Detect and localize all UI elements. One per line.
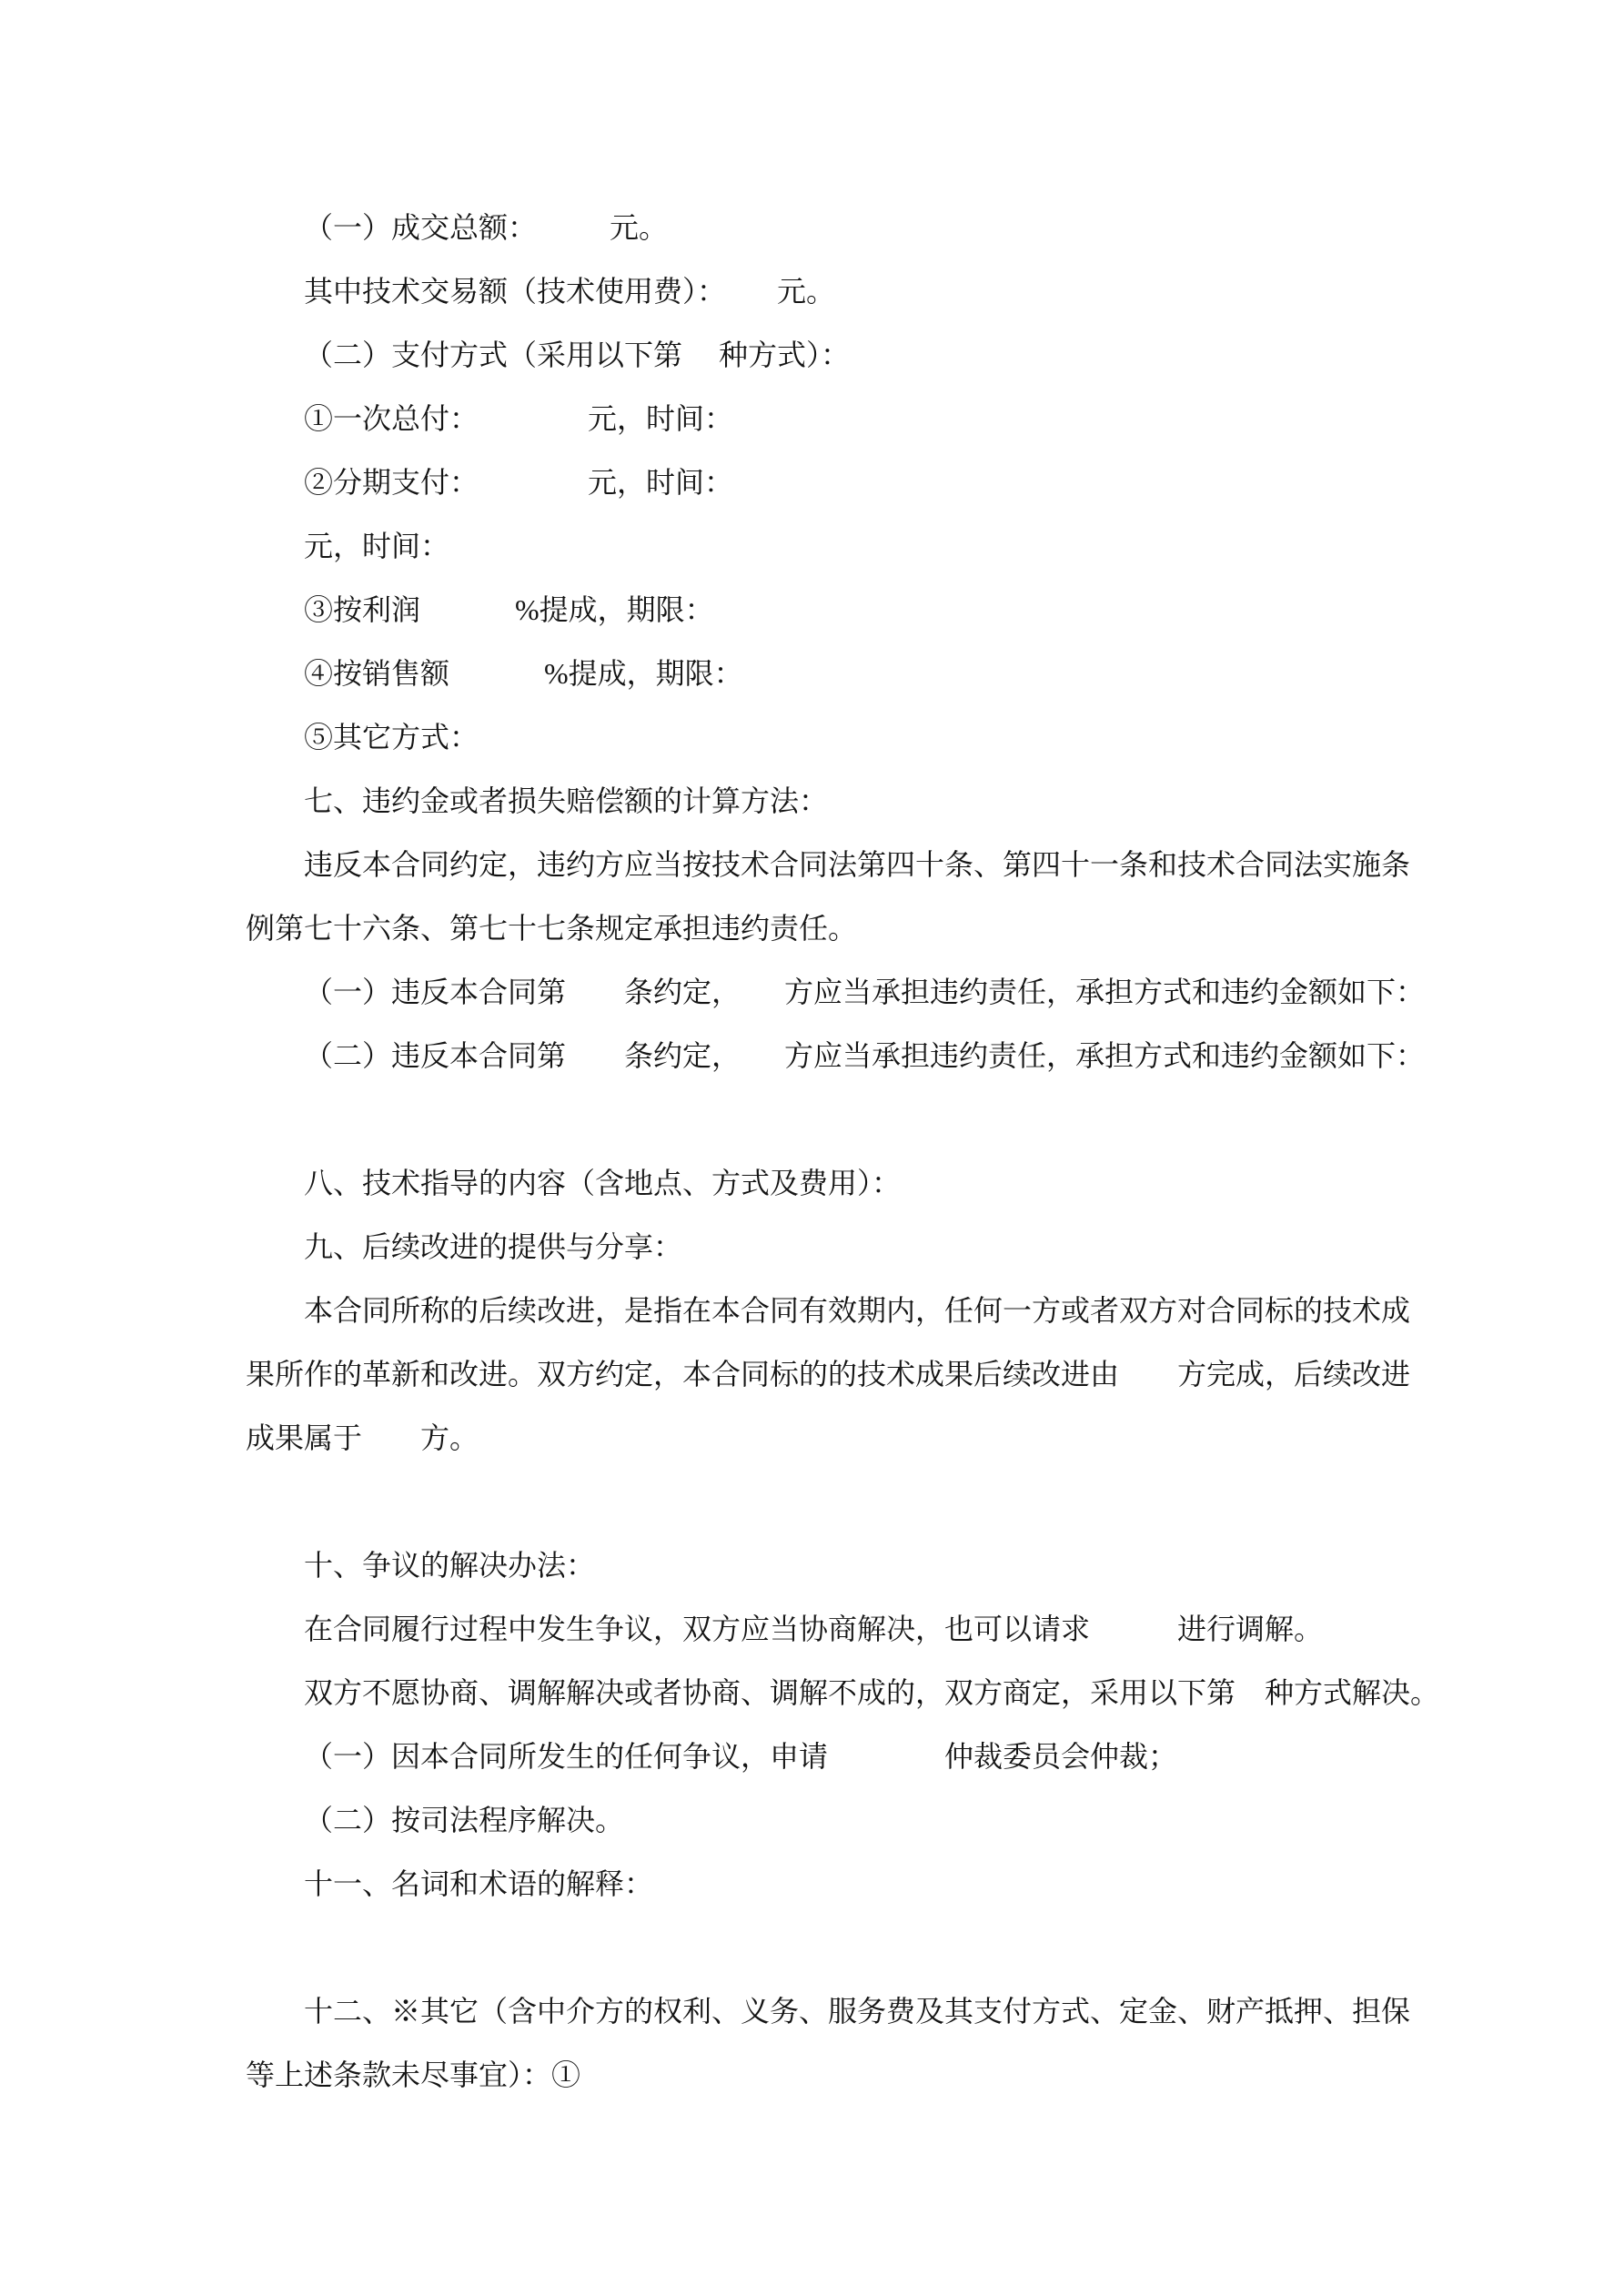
document-line: ②分期支付： 元，时间： xyxy=(304,466,734,499)
document-line: ③按利润 %提成，期限： xyxy=(304,593,714,626)
document-line: 十一、名词和术语的解释： xyxy=(304,1867,654,1900)
document-line: （二）支付方式（采用以下第 种方式）： xyxy=(304,339,851,371)
document-line: （一）成交总额： 元。 xyxy=(304,211,669,244)
document-line: 本合同所称的后续改进，是指在本合同有效期内，任何一方或者双方对合同标的技术成 xyxy=(304,1294,1411,1327)
blank-line xyxy=(246,1470,1383,1533)
document-line: （一）违反本合同第 条约定， 方应当承担违约责任，承担方式和违约金额如下： xyxy=(304,976,1426,1008)
blank-line xyxy=(246,1087,1383,1151)
document-body xyxy=(246,196,1440,2107)
blank-line xyxy=(246,1916,1383,1979)
document-line: 成果属于 方。 xyxy=(246,1421,479,1454)
document-line: 其中技术交易额（技术使用费）： 元。 xyxy=(304,275,836,308)
document-line: （一）因本合同所发生的任何争议，申请 仲裁委员会仲裁； xyxy=(304,1740,1178,1773)
document-line: ⑤其它方式： xyxy=(304,721,479,754)
document-line: 果所作的革新和改进。双方约定，本合同标的的技术成果后续改进由 方完成，后续改进 xyxy=(246,1358,1411,1391)
document-line: 双方不愿协商、调解解决或者协商、调解不成的，双方商定，采用以下第 种方式解决。 xyxy=(304,1676,1440,1709)
document-line: （二）按司法程序解决。 xyxy=(304,1804,625,1836)
document-line: 等上述条款未尽事宜）：① xyxy=(246,2058,581,2091)
document-line: 元，时间： xyxy=(304,530,450,562)
document-line: 八、技术指导的内容（含地点、方式及费用）： xyxy=(304,1167,902,1199)
document-line: ④按销售额 %提成，期限： xyxy=(304,657,743,690)
document-line: 十二、※其它（含中介方的权利、义务、服务费及其支付方式、定金、财产抵押、担保 xyxy=(304,1995,1411,2028)
document-line: 九、后续改进的提供与分享： xyxy=(304,1230,683,1263)
document-line: 在合同履行过程中发生争议，双方应当协商解决，也可以请求 进行调解。 xyxy=(304,1613,1324,1645)
document-line: 七、违约金或者损失赔偿额的计算方法： xyxy=(304,784,829,817)
document-line: 十、争议的解决办法： xyxy=(304,1549,596,1582)
document-line: （二）违反本合同第 条约定， 方应当承担违约责任，承担方式和违约金额如下： xyxy=(304,1039,1426,1072)
document-line: 违反本合同约定，违约方应当按技术合同法第四十条、第四十一条和技术合同法实施条 xyxy=(304,848,1411,881)
document-line: 例第七十六条、第七十七条规定承担违约责任。 xyxy=(246,912,858,945)
document-line: ①一次总付： 元，时间： xyxy=(304,402,734,435)
